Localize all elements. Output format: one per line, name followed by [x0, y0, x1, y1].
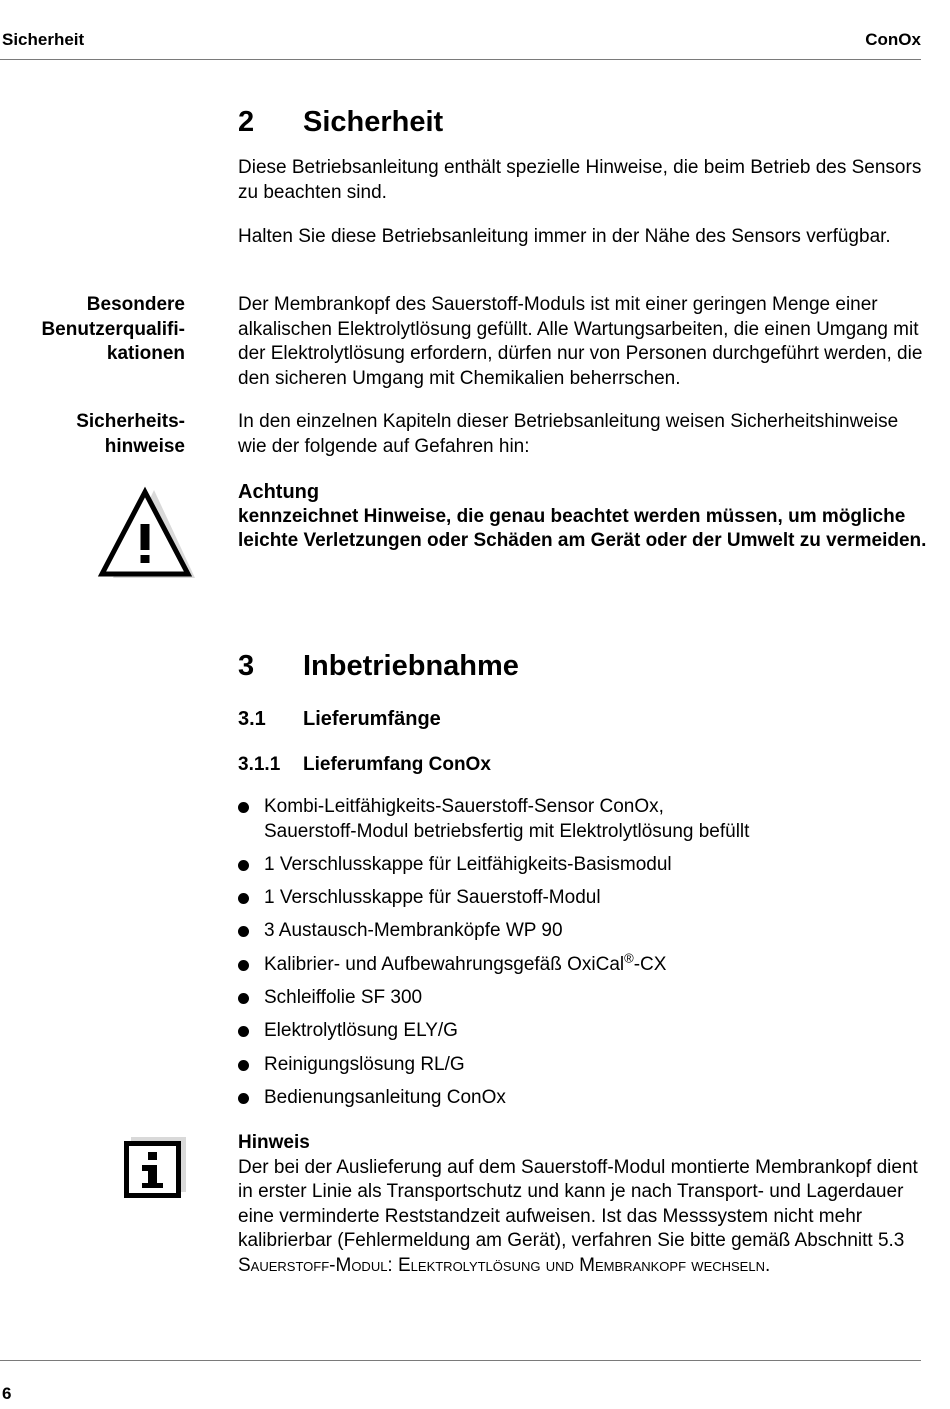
chapter-number: 2	[238, 106, 255, 138]
list-item-text: Reinigungslösung RL/G	[264, 1053, 465, 1075]
side-label-line: Besondere	[86, 294, 185, 315]
list-item-text: Bedienungsanleitung ConOx	[264, 1086, 506, 1108]
header-rule	[0, 59, 921, 60]
bullet-icon	[238, 993, 249, 1004]
subsection-3-1-1-heading	[238, 753, 491, 777]
list-item	[238, 886, 923, 911]
chapter-3-heading	[238, 649, 519, 683]
bullet-icon	[238, 1026, 249, 1037]
bullet-icon	[238, 960, 249, 971]
header-section-title: Sicherheit	[2, 30, 85, 49]
side-label-line: kationen	[106, 343, 185, 364]
section-number: 3.1	[238, 708, 266, 730]
section-title: Lieferumfänge	[303, 708, 441, 730]
bullet-icon	[238, 1060, 249, 1071]
list-item-text-suffix: -CX	[633, 953, 667, 975]
chapter-number: 3	[238, 650, 255, 682]
chapter-2-heading	[238, 105, 443, 139]
subsection-number: 3.1.1	[238, 754, 281, 775]
bullet-icon	[238, 893, 249, 904]
warning-title: Achtung	[238, 481, 320, 503]
side-label-line: hinweise	[104, 435, 185, 457]
chapter-title: Sicherheit	[303, 106, 444, 138]
list-item-text: 1 Verschlusskappe für Leitfähigkeits-Basismodul	[264, 853, 672, 875]
note-text	[238, 1156, 923, 1279]
bullet-icon	[238, 802, 249, 813]
list-item-text: 1 Verschlusskappe für Sauerstoff-Modul	[264, 887, 601, 909]
intro-paragraph-2: Halten Sie diese Betriebsanleitung immer in der Nähe des Sensors verfügbar.	[238, 226, 891, 247]
note-title: Hinweis	[238, 1132, 310, 1153]
list-item	[238, 950, 923, 978]
footer-rule	[0, 1360, 921, 1361]
list-item	[238, 853, 923, 878]
warning-text: kennzeichnet Hinweise, die genau beachtet werden müssen, um mögliche leichte Verletzungen oder Schäden am Gerät oder der Umwelt zu vermeiden.	[238, 505, 927, 551]
list-item	[238, 795, 923, 844]
bullet-icon	[238, 1093, 249, 1104]
safety-paragraph: In den einzelnen Kapiteln dieser Betriebsanleitung weisen Sicherheitshinweise wie der folgende auf Gefahren hin:	[238, 411, 899, 457]
list-item	[238, 1086, 923, 1111]
page-number: 6	[2, 1384, 12, 1403]
list-item	[238, 919, 923, 944]
list-item	[238, 1053, 923, 1078]
qualification-paragraph: Der Membrankopf des Sauerstoff-Moduls ist mit einer geringen Menge einer alkalischen Elektrolytlösung gefüllt. Alle Wartungsarbeiten, die einen Umgang mit der Elektrolytlösung erfordern, dürfen nur von Personen durchgeführt werden, die den sicheren Umgang mit Chemikalien beherrschen.	[238, 294, 923, 389]
side-label-line: Benutzerqualifi-	[41, 318, 185, 340]
list-item	[238, 986, 923, 1011]
section-3-1-heading	[238, 707, 441, 731]
intro-paragraph-1: Diese Betriebsanleitung enthält spezielle Hinweise, die beim Betrieb des Sensors zu beachten sind.	[238, 157, 922, 203]
list-item-text: Schleiffolie SF 300	[264, 986, 423, 1008]
side-label-qualification	[0, 293, 185, 367]
subsection-title: Lieferumfang ConOx	[303, 754, 491, 775]
note-block	[238, 1131, 923, 1278]
note-section-reference: Sauerstoff-Modul: Elektrolytlösung und Membrankopf wechseln	[238, 1254, 765, 1276]
list-item-text: Elektrolytlösung ELY/G	[264, 1020, 458, 1042]
delivery-scope-list	[238, 795, 923, 1119]
list-item-text: 3 Austausch-Membranköpfe WP 90	[264, 920, 563, 942]
info-icon	[124, 1137, 186, 1199]
warning-block	[238, 480, 928, 554]
list-item-line: Sauerstoff-Modul betriebsfertig mit Elektrolytlösung befüllt	[264, 820, 750, 842]
chapter-title: Inbetriebnahme	[303, 650, 519, 682]
list-item	[238, 1019, 923, 1044]
registered-mark: ®	[624, 950, 634, 966]
warning-triangle-icon	[97, 486, 195, 578]
bullet-icon	[238, 860, 249, 871]
note-end: .	[764, 1254, 771, 1276]
note-body: Der bei der Auslieferung auf dem Sauerstoff-Modul montierte Membrankopf dient in erster Linie als Transportschutz und kann je nach Transport- und Lagerdauer eine verminderte Reststandzeit aufweisen. Ist das Messsystem nicht mehr kalibrierbar (Fehlermeldung am Gerät), verfahren Sie bitte gemäß Abschnitt 5.3	[238, 1156, 918, 1251]
bullet-icon	[238, 926, 249, 937]
side-label-safety	[0, 410, 185, 459]
list-item-text: Kalibrier- und Aufbewahrungsgefäß OxiCal	[264, 953, 625, 975]
side-label-line: Sicherheits-	[76, 411, 185, 432]
list-item-line: Kombi-Leitfähigkeits-Sauerstoff-Sensor ConOx,	[264, 796, 664, 817]
header-product-name: ConOx	[865, 30, 921, 49]
